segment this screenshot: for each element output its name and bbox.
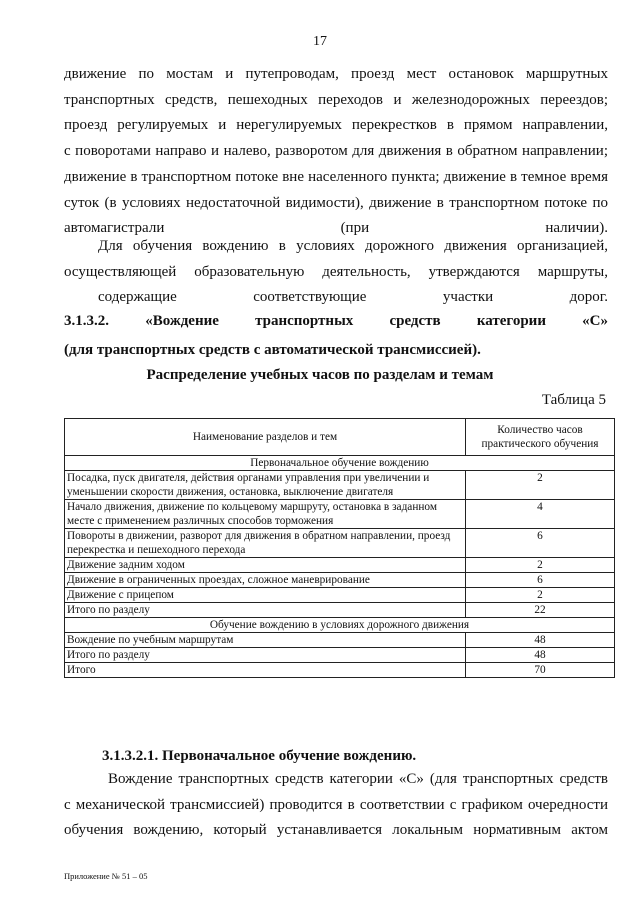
section1-title: Первоначальное обучение вождению [65, 456, 615, 471]
text-line: движение в транспортном потоке вне населенного пункта; движение в темное время [64, 168, 608, 185]
grand-total-hours: 70 [466, 663, 615, 678]
section-heading [64, 313, 608, 330]
subtotal-hours: 48 [466, 648, 615, 663]
heading-word: средств [389, 313, 441, 329]
table-header-row [65, 419, 615, 456]
text-line: содержащие соответствующие участки дорог. [98, 289, 608, 306]
section-row [65, 618, 615, 633]
heading-word: 3.1.3.2. [64, 313, 109, 329]
topic-hours: 2 [466, 588, 615, 603]
heading-word: категории [476, 313, 546, 329]
topic-name: Движение с прицепом [65, 588, 466, 603]
text-line: суток (в условиях недостаточной видимости), движение в транспортном потоке по [64, 194, 608, 211]
topic-name: Повороты в движении, разворот для движения в обратном направлении, проезд перекрестка и пешеходного перехода [65, 529, 466, 558]
text-line: Вождение транспортных средств категории «С» (для транспортных средств [108, 771, 608, 787]
header-hours: Количество часов практического обучения [466, 419, 615, 456]
topic-name: Вождение по учебным маршрутам [65, 633, 466, 648]
table-row [65, 558, 615, 573]
subtotal-hours: 22 [466, 603, 615, 618]
text-line: с механической трансмиссией) проводится в соответствии с графиком очередности [64, 796, 608, 813]
table-row [65, 633, 615, 648]
topic-name: Движение задним ходом [65, 558, 466, 573]
heading-word: транспортных [255, 313, 354, 329]
topic-hours: 2 [466, 558, 615, 573]
topic-hours: 48 [466, 633, 615, 648]
subtotal-row [65, 603, 615, 618]
topic-hours: 6 [466, 529, 615, 558]
table-row [65, 500, 615, 529]
heading-word: «Вождение [145, 313, 219, 329]
subtotal-label: Итого по разделу [65, 648, 466, 663]
subtotal-label: Итого по разделу [65, 603, 466, 618]
topic-hours: 4 [466, 500, 615, 529]
header-sections: Наименование разделов и тем [65, 419, 466, 456]
table-number: Таблица 5 [541, 392, 606, 408]
topic-hours: 6 [466, 573, 615, 588]
closing-paragraph [64, 767, 608, 844]
topic-name: Движение в ограниченных проездах, сложное маневрирование [65, 573, 466, 588]
table-row [65, 588, 615, 603]
table-row [65, 573, 615, 588]
text-line: проезд регулируемых и нерегулируемых перекрестков в прямом направлении, [64, 117, 608, 134]
text-line: обучения вождению, который устанавливается локальным нормативным актом [64, 822, 608, 839]
section2-title: Обучение вождению в условиях дорожного движения [65, 618, 615, 633]
distribution-title: Распределение учебных часов по разделам и темам [146, 367, 494, 383]
hours-table [64, 418, 615, 678]
topic-hours: 2 [466, 471, 615, 500]
routes-paragraph [64, 234, 608, 311]
text-line: осуществляющей образовательную деятельность, утверждаются маршруты, [64, 263, 608, 280]
text-line: с поворотами направо и налево, разворотом для движения в обратном направлении; [64, 143, 608, 160]
subtotal-row [65, 648, 615, 663]
footer-note: Приложение № 51 – 05 [64, 871, 148, 881]
intro-paragraph [64, 62, 608, 242]
text-line: транспортных средств, пешеходных переходов и железнодорожных переездов; [64, 91, 608, 108]
grand-total-label: Итого [65, 663, 466, 678]
table-row [65, 471, 615, 500]
heading-word: «С» [582, 313, 608, 329]
subsection-heading: 3.1.3.2.1. Первоначальное обучение вождению. [102, 748, 417, 764]
grand-total-row [65, 663, 615, 678]
topic-name: Начало движения, движение по кольцевому маршруту, остановка в заданном месте с применением различных способов торможения [65, 500, 466, 529]
text-line: движение по мостам и путепроводам, проезд мест остановок маршрутных [64, 66, 608, 82]
text-line: Для обучения вождению в условиях дорожного движения организацией, [98, 238, 608, 254]
section-row [65, 456, 615, 471]
topic-name: Посадка, пуск двигателя, действия органами управления при увеличении и уменьшении скорости движения, остановка, выключение двигателя [65, 471, 466, 500]
table-row [65, 529, 615, 558]
text-line: автомагистрали (при наличии). [64, 220, 608, 237]
section-heading-line2: (для транспортных средств с автоматической трансмиссией). [64, 342, 481, 358]
page-number: 17 [313, 34, 327, 49]
